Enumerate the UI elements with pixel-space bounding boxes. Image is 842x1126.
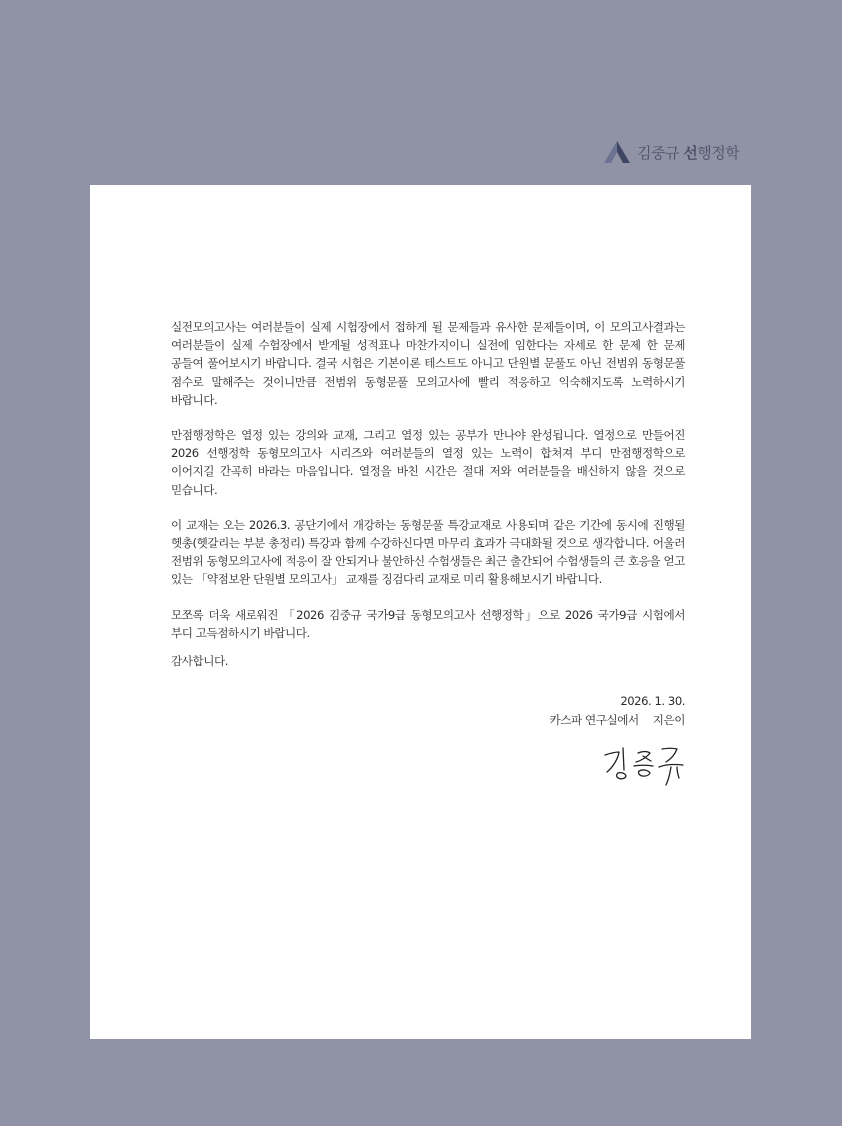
signoff-date: 2026. 1. 30. [620, 694, 685, 708]
letter-paragraph: 모쪼록 더욱 새로워진 「2026 김중규 국가9급 동형모의고사 선행정학」으로 2026 국가9급 시험에서 부디 고득점하시기 바랍니다. [171, 607, 685, 640]
letter-paragraph: 만점행정학은 열정 있는 강의와 교재, 그리고 열정 있는 공부가 만나야 완성됩니다. 열정으로 만들어진 2026 선행정학 동형모의고사 시리즈와 여러분들의 열정 있는 노력이 합쳐져 부디 만점행정학으로 이어지길 간곡히 바라는 마음입니다. 열정을 바친 시간은 절대 저와 여러분들을 배신하지 않을 것으로 믿습니다. [171, 428, 685, 497]
letter-paragraph: 실전모의고사는 여러분들이 실제 시험장에서 접하게 될 문제들과 유사한 문제들이며, 이 모의고사결과는 여러분들이 실제 수험장에서 받게될 성적표나 마찬가지이니 실전에 임한다는 자세로 한 문제 한 문제 공들여 풀어보시기 바랍니다. 결국 시험은 기본이론 테스트도 아니고 단원별 문풀도 아닌 전범위 동형문풀 점수로 말해주는 것이니만큼 전범위 동형문풀 모의고사에 빨리 적응하고 익숙해지도록 노력하시기 바랍니다. [171, 320, 685, 407]
signoff-block [550, 692, 685, 729]
signoff-place: 카스파 연구실에서 [549, 712, 639, 727]
signoff-author: 지은이 [652, 712, 685, 727]
handwritten-signature [599, 740, 691, 788]
signoff-line [550, 711, 685, 730]
brand-header [604, 140, 739, 164]
brand-logo-icon [604, 141, 630, 163]
brand-name: 김중규 선행정학 [637, 143, 740, 162]
letter-page [90, 185, 751, 1039]
letter-closing: 감사합니다. [171, 654, 228, 669]
letter-body [171, 318, 685, 687]
letter-paragraph: 이 교재는 오는 2026.3. 공단기에서 개강하는 동형문풀 특강교재로 사용되며 같은 기간에 동시에 진행될 헷총(헷갈리는 부분 총정리) 특강과 함께 수강하신다면 마무리 효과가 극대화될 것으로 생각합니다. 어울러 전범위 동형모의고사에 적응이 잘 안되거나 불안하신 수험생들은 최근 출간되어 수험생들의 큰 호응을 얻고 있는 「약점보완 단원별 모의고사」 교재를 징검다리 교재로 미리 활용해보시기 바랍니다. [171, 517, 685, 587]
